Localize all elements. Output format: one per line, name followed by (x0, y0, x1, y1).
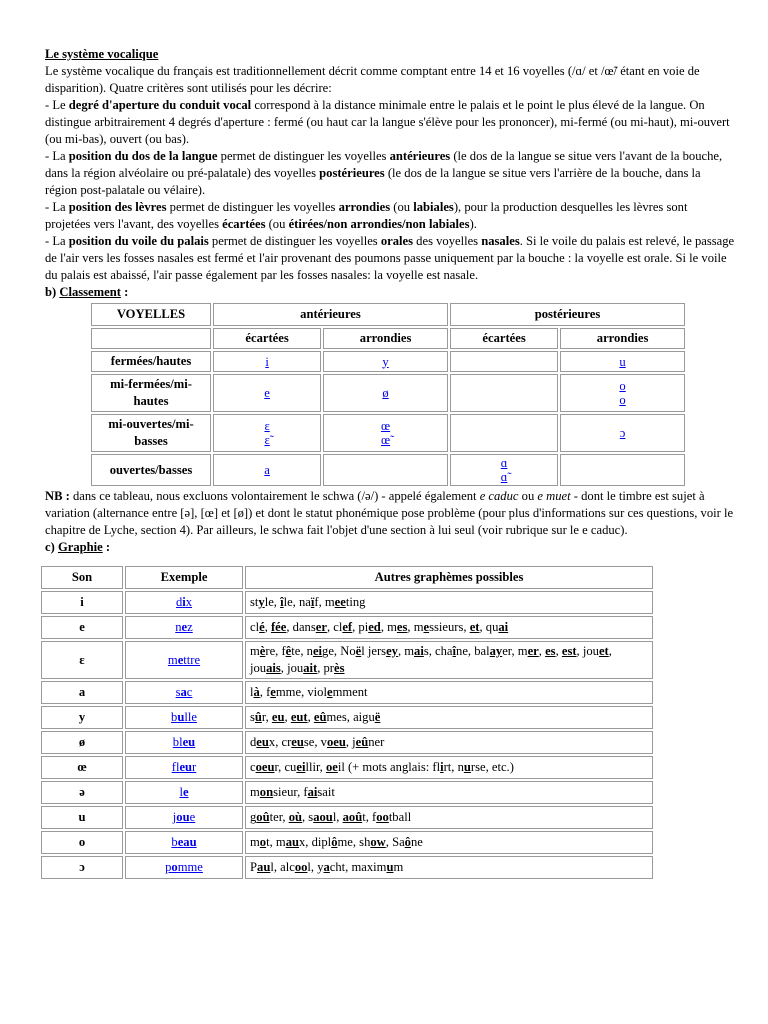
example-cell (125, 781, 243, 804)
subheader-cell: écartées (213, 328, 321, 349)
son-cell: o (41, 831, 123, 854)
example-link[interactable]: sac (175, 685, 193, 699)
nb-paragraph: NB : dans ce tableau, nous excluons volontairement le schwa (/ə/) - appelé également e caduc ou e muet - dont le timbre est sujet à variation (alternance entre [ə], [œ] et [ø]) et dont le statut phonémique pose problème (pour plus d'informations sur ces questions, voir le chapitre de Lyche, section 4). Par ailleurs, le schwa fait l'objet d'une section à lui seul (voir rubrique sur le e caduc). (45, 489, 734, 537)
son-cell: e (41, 616, 123, 639)
subheader-cell: arrondies (323, 328, 448, 349)
graphie-row (41, 706, 653, 729)
graphemes-cell: monsieur, faisait (245, 781, 653, 804)
graphemes-cell: goûter, où, saoul, août, football (245, 806, 653, 829)
vowel-cell (213, 454, 321, 486)
graphemes-cell: coeur, cueillir, oeil (+ mots anglais: flirt, nurse, etc.) (245, 756, 653, 779)
classement-row (91, 454, 685, 486)
graphie-row (41, 831, 653, 854)
example-cell (125, 856, 243, 879)
vowel-link[interactable]: ɛ̃ (264, 433, 270, 447)
graphie-row (41, 756, 653, 779)
criterion-lips: - La position des lèvres permet de distinguer les voyelles arrondies (ou labiales), pour la production desquelles les lèvres sont projetées vers l'avant, des voyelles écartées (ou étirées/non arrondies/non labiales). (45, 200, 688, 231)
son-cell: a (41, 681, 123, 704)
aperture-label: mi-fermées/mi-hautes (91, 374, 211, 412)
graphie-row (41, 591, 653, 614)
son-cell: ɛ (41, 641, 123, 679)
son-header: Son (41, 566, 123, 589)
vowel-link[interactable]: ɑ̃ (500, 470, 508, 484)
graphemes-cell: clé, fée, danser, clef, pied, mes, messieurs, et, quai (245, 616, 653, 639)
son-cell: u (41, 806, 123, 829)
vowel-cell (450, 374, 558, 412)
graphemes-cell: mot, maux, diplôme, show, Saône (245, 831, 653, 854)
graphemes-cell: Paul, alcool, yacht, maximum (245, 856, 653, 879)
graphemes-cell: sûr, eu, eut, eûmes, aiguë (245, 706, 653, 729)
aperture-label: mi-ouvertes/mi-basses (91, 414, 211, 452)
vowel-cell (323, 454, 448, 486)
exemple-header: Exemple (125, 566, 243, 589)
classement-row (91, 374, 685, 412)
example-cell (125, 681, 243, 704)
example-link[interactable]: bulle (171, 710, 197, 724)
vowel-cell (450, 414, 558, 452)
vowel-link[interactable]: o (619, 379, 626, 393)
vowel-link[interactable]: ɛ (264, 419, 270, 433)
criterion-tongue: - La position du dos de la langue permet de distinguer les voyelles antérieures (le dos de la langue se situe vers l'avant de la bouche, dans la région alvéolaire ou pré-palatale) des voyelles postérieures (le dos de la langue se situe vers l'arrière de la bouche, dans la région post-palatale ou vélaire). (45, 149, 723, 197)
vowel-cell (450, 454, 558, 486)
example-cell (125, 756, 243, 779)
classement-row (91, 414, 685, 452)
aperture-label: fermées/hautes (91, 351, 211, 372)
example-cell (125, 806, 243, 829)
criterion-aperture: - Le degré d'aperture du conduit vocal correspond à la distance minimale entre le palais et le point le plus élevé de la langue. On distingue arbitrairement 4 degrés d'aperture : fermé (ou haut car la langue s'élève pour les prononcer), mi-fermé (ou mi-haut), mi-ouvert (ou mi-bas), ouvert (ou bas). (45, 98, 730, 146)
graphie-table (39, 564, 655, 881)
example-link[interactable]: pomme (165, 860, 203, 874)
son-cell: ɔ (41, 856, 123, 879)
graphie-row (41, 616, 653, 639)
graphemes-cell: mère, fête, neige, Noël jersey, mais, chaîne, balayer, mer, es, est, jouet, jouais, jouait, près (245, 641, 653, 679)
corner-header: VOYELLES (91, 303, 211, 326)
document-body (45, 46, 735, 881)
example-link[interactable]: mettre (167, 652, 201, 667)
anterior-header: antérieures (213, 303, 448, 326)
graphie-row (41, 781, 653, 804)
classement-row (91, 351, 685, 372)
son-cell: ə (41, 781, 123, 804)
graphie-row (41, 856, 653, 879)
classement-table (89, 301, 687, 488)
section-c-title: c) Graphie : (45, 540, 111, 554)
son-cell: i (41, 591, 123, 614)
subheader-cell: écartées (450, 328, 558, 349)
example-link[interactable]: le (179, 785, 189, 799)
son-cell: œ (41, 756, 123, 779)
vowel-link[interactable]: u (619, 354, 626, 369)
empty-cell (91, 328, 211, 349)
section-b-title: b) Classement : (45, 285, 129, 299)
vowel-link[interactable]: y (382, 354, 389, 369)
vowel-cell (560, 374, 685, 412)
vowel-cell (450, 351, 558, 372)
vowel-link[interactable]: i (265, 354, 269, 369)
graphemes-cell: style, île, naïf, meeting (245, 591, 653, 614)
example-cell (125, 641, 243, 679)
graphemes-header: Autres graphèmes possibles (245, 566, 653, 589)
example-link[interactable]: fleur (171, 760, 197, 774)
example-link[interactable]: joue (172, 810, 196, 824)
vowel-link[interactable]: o (619, 393, 626, 407)
subheader-cell: arrondies (560, 328, 685, 349)
vowel-cell (213, 374, 321, 412)
graphie-row (41, 681, 653, 704)
example-cell (125, 731, 243, 754)
vowel-link[interactable]: œ̃ (381, 433, 391, 447)
graphie-row (41, 641, 653, 679)
graphemes-cell: deux, creuse, voeu, jeûner (245, 731, 653, 754)
vowel-link[interactable]: ɔ (619, 426, 626, 440)
criterion-velum: - La position du voile du palais permet de distinguer les voyelles orales des voyelles nasales. Si le voile du palais est relevé, le passage de l'air vers les fosses nasales est fermé et l'air provenant des poumons passe uniquement par la bouche : la voyelle est orale. Si le voile du palais est abaissé, l'air passe également par les fosses nasales: la voyelle est nasale. (45, 234, 735, 282)
vowel-cell (560, 414, 685, 452)
vowel-link[interactable]: ø (382, 386, 389, 400)
section-heading: Le système vocalique (45, 47, 159, 61)
vowel-cell (560, 454, 685, 486)
vowel-cell (323, 374, 448, 412)
vowel-link[interactable]: œ (381, 419, 391, 433)
example-link[interactable]: dix (175, 595, 193, 609)
vowel-cell (323, 414, 448, 452)
posterior-header: postérieures (450, 303, 685, 326)
example-link[interactable]: bleu (172, 735, 196, 749)
vowel-cell (323, 351, 448, 372)
vowel-cell (213, 351, 321, 372)
example-cell (125, 591, 243, 614)
son-cell: ø (41, 731, 123, 754)
example-link[interactable]: nez (175, 620, 193, 634)
son-cell: y (41, 706, 123, 729)
example-link[interactable]: beau (171, 835, 197, 849)
graphie-row (41, 731, 653, 754)
graphie-row (41, 806, 653, 829)
example-cell (125, 706, 243, 729)
intro-paragraph: Le système vocalique du français est traditionnellement décrit comme comptant entre 14 et 16 voyelles (/ɑ/ et /œ̃/ étant en voie de disparition). Quatre critères sont utilisés pour les décrire: (45, 64, 700, 95)
graphemes-cell: là, femme, violemment (245, 681, 653, 704)
vowel-link[interactable]: ɑ (500, 456, 508, 470)
example-cell (125, 616, 243, 639)
vowel-cell (560, 351, 685, 372)
example-cell (125, 831, 243, 854)
vowel-link[interactable]: a (264, 463, 270, 477)
vowel-cell (213, 414, 321, 452)
vowel-link[interactable]: e (264, 386, 270, 400)
aperture-label: ouvertes/basses (91, 454, 211, 486)
